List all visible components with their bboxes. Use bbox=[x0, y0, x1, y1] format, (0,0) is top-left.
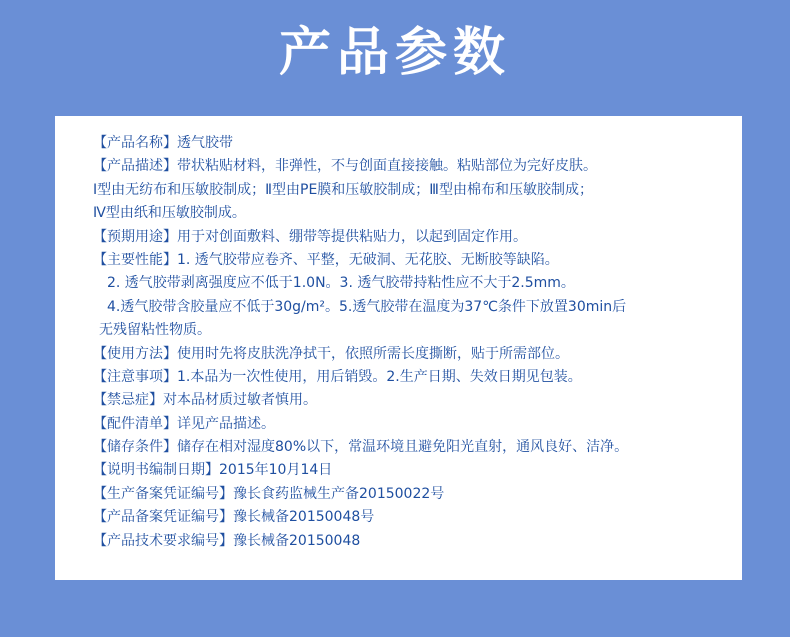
usage-method-line: 【使用方法】使用时先将皮肤洗净拭干，依照所需长度撕断，贴于所需部位。 bbox=[93, 345, 569, 362]
contraindications-line: 【禁忌症】对本品材质过敏者慎用。 bbox=[93, 392, 317, 409]
precautions-line: 【注意事项】1.本品为一次性使用，用后销毁。2.生产日期、失效日期见包装。 bbox=[93, 368, 582, 385]
product-name-line: 【产品名称】透气胶带 bbox=[93, 135, 233, 151]
page-title: 产品参数 bbox=[278, 23, 511, 83]
product-description-types-line: Ⅰ型由无纺布和压敏胶制成；Ⅱ型由PE膜和压敏胶制成；Ⅲ型由棉布和压敏胶制成； bbox=[93, 181, 593, 198]
performance-detail-line: 无残留粘性物质。 bbox=[99, 322, 211, 339]
instructions-date-line: 【说明书编制日期】2015年10月14日 bbox=[93, 462, 333, 479]
production-filing-number-line: 【生产备案凭证编号】豫长食药监械生产备20150022号 bbox=[93, 485, 445, 502]
performance-detail-line: 2. 透气胶带剥离强度应不低于1.0N。3. 透气胶带持粘性应不大于2.5mm。 bbox=[107, 275, 575, 292]
technical-requirement-number-line: 【产品技术要求编号】豫长械备20150048 bbox=[93, 532, 361, 549]
performance-detail-line: 4.透气胶带含胶量应不低于30g/m²。5.透气胶带在温度为37℃条件下放置30min后 bbox=[107, 298, 627, 315]
main-performance-line: 【主要性能】1. 透气胶带应卷齐、平整，无破洞、无花胶、无断胶等缺陷。 bbox=[93, 251, 559, 268]
product-description-type4-line: Ⅳ型由纸和压敏胶制成。 bbox=[93, 205, 246, 222]
intended-use-line: 【预期用途】用于对创面敷料、绷带等提供粘贴力，以起到固定作用。 bbox=[93, 228, 527, 245]
storage-conditions-line: 【储存条件】储存在相对湿度80%以下，常温环境且避免阳光直射，通风良好、洁净。 bbox=[93, 439, 629, 456]
product-description-line: 【产品描述】带状粘贴材料，非弹性，不与创面直接接触。粘贴部位为完好皮肤。 bbox=[93, 158, 597, 175]
parameters-card bbox=[55, 116, 742, 580]
product-filing-number-line: 【产品备案凭证编号】豫长械备20150048号 bbox=[93, 509, 375, 526]
parameters-list bbox=[93, 132, 734, 553]
accessories-line: 【配件清单】详见产品描述。 bbox=[93, 415, 275, 432]
